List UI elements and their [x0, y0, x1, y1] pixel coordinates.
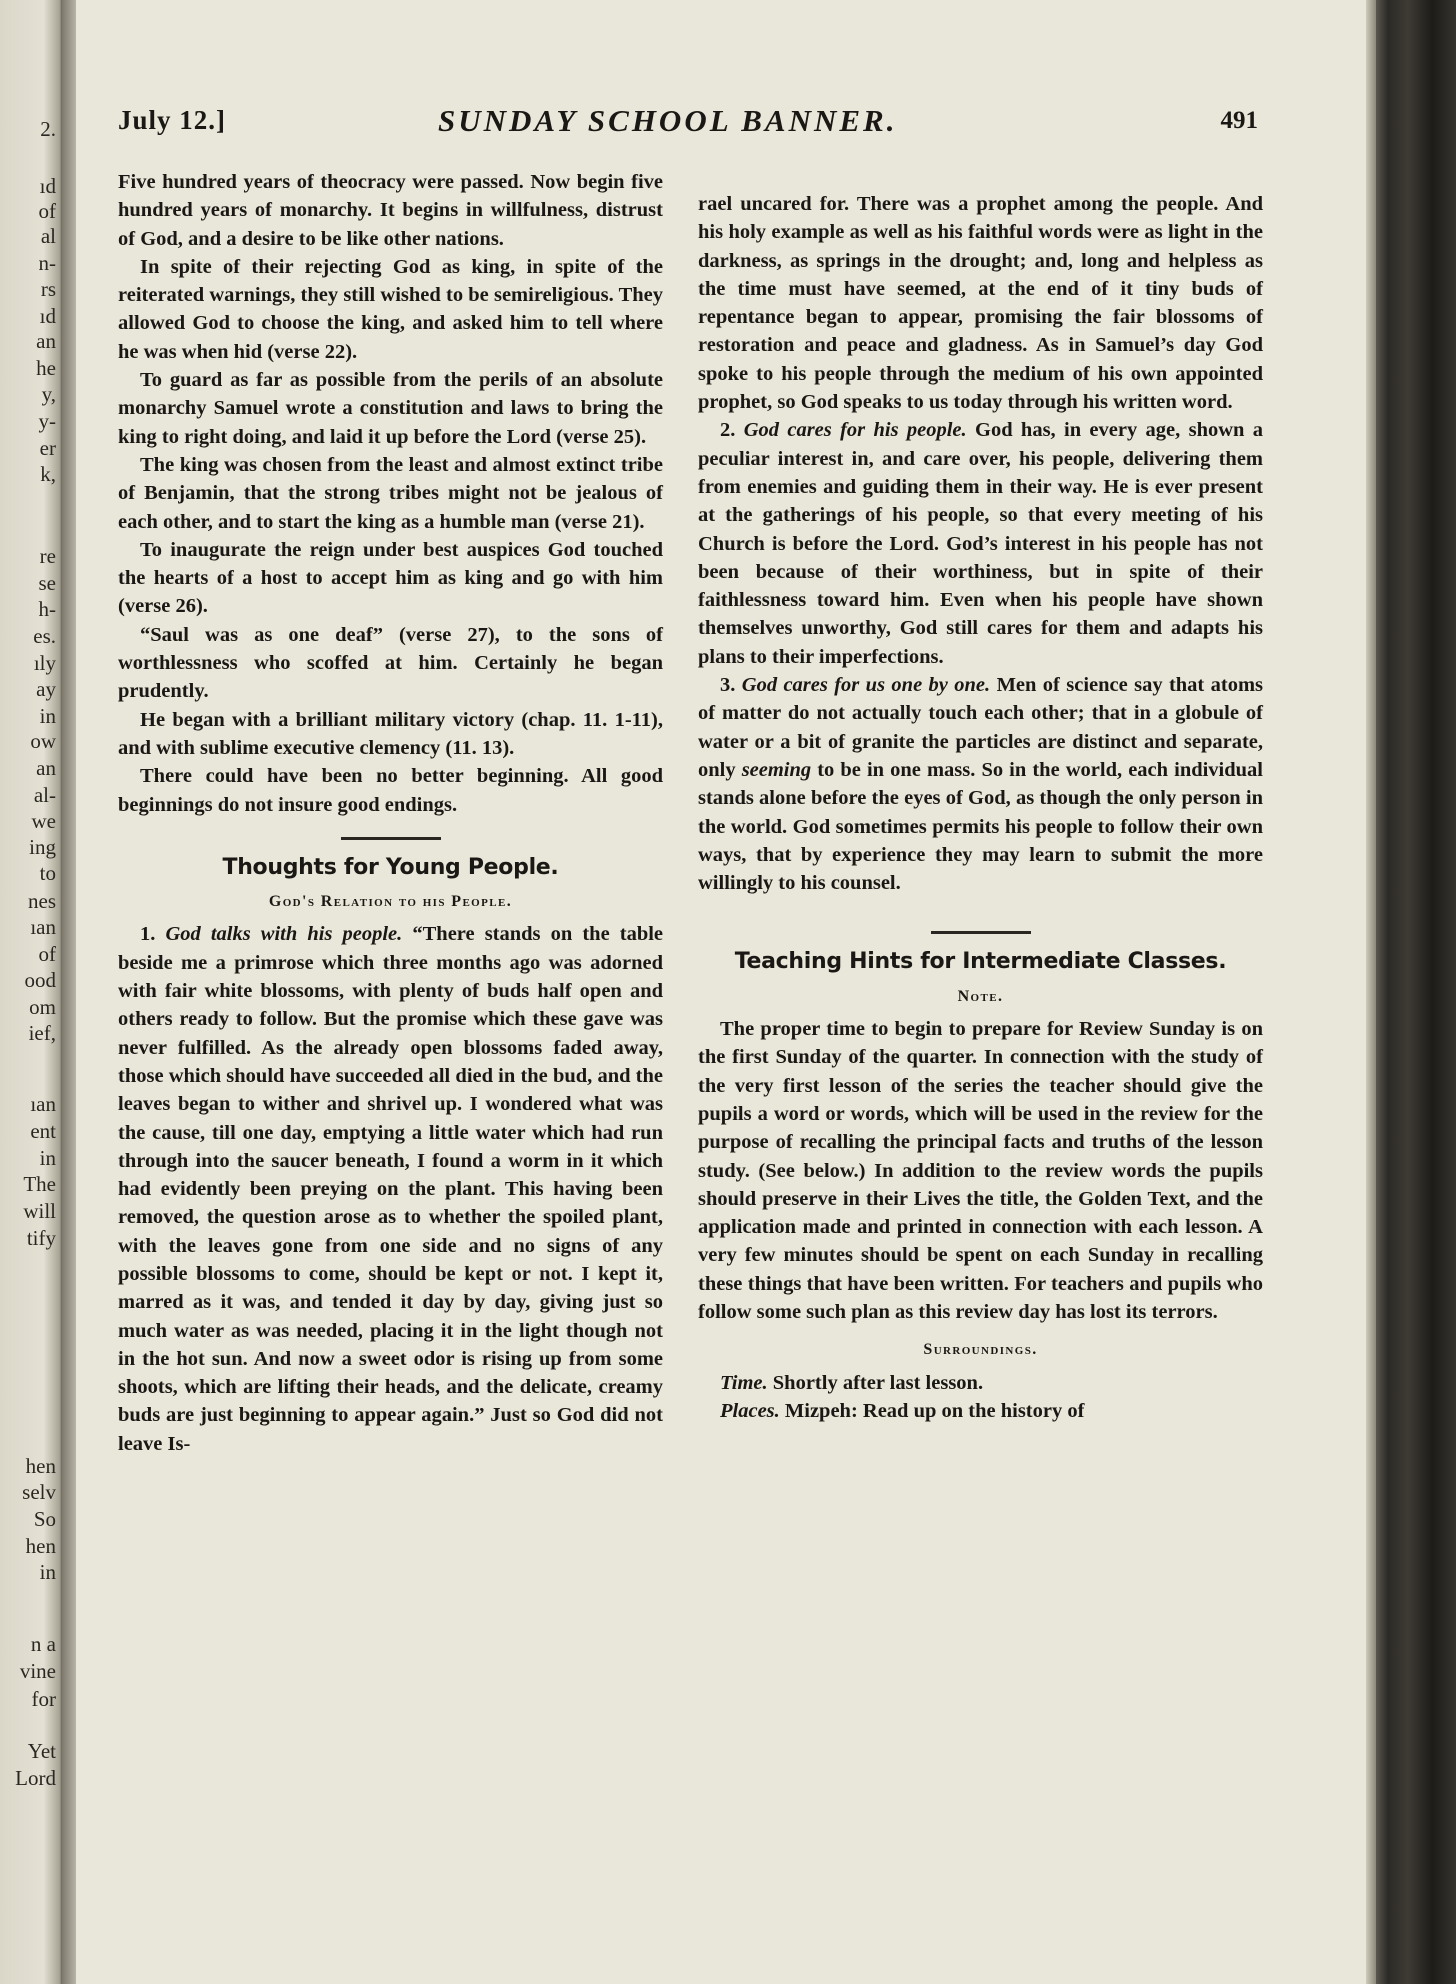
- point-text: to be in one mass. So in the world, each individual stands alone before the eyes of God, as though the only person in the world. God sometimes permits his people to follow their own ways, that by experience they may learn to submit the more willingly to his counsel.: [698, 758, 1264, 895]
- point-text: Men of science say that atoms of matter do not actually touch each other; that in a globule of water or a bit of granite the particles are distinct and separate, only: [698, 674, 1264, 781]
- section-divider: [931, 931, 1031, 934]
- facing-page-fragment: al: [40, 224, 56, 248]
- paragraph: There could have been no better beginning. All good beginnings do not insure good endings.: [118, 765, 663, 816]
- facing-page-fragment: an: [36, 756, 56, 780]
- facing-page-fragment: ent: [30, 1119, 56, 1143]
- page-gutter-shadow: [62, 0, 76, 1984]
- facing-page-fragment: ıd: [39, 174, 56, 198]
- paragraph: rael uncared for. There was a prophet among the people. And his holy example as well as his faithful words were as light in the darkness, as springs in the drought; and, long and helpless as the time must have seemed, at the end of it tiny buds of repentance began to appear, promising the fair blossoms of restoration and peace and gladness. As in Samuel’s day God spoke to his people through the medium of his own appointed prophet, so God speaks to us today through his written word.: [698, 193, 1263, 414]
- point-text: God has, in every age, shown a peculiar interest in, and care over, his people, delivering them from enemies and guiding them in their way. He is ever present at the gatherings of his people, so that every meeting of his Church is before the Lord. God’s interest in his people has not been because of their worthiness, but in spite of their faithlessness toward him. Even when his people have shown themselves unworthy, God still cares for them and adapts his plans to their imperfections.: [698, 419, 1264, 668]
- facing-page-fragment: ıd: [39, 304, 56, 328]
- facing-page-fragment: So: [33, 1507, 56, 1531]
- time-label: Time.: [720, 1371, 768, 1394]
- facing-page-fragment: ay: [36, 677, 56, 701]
- facing-page-fragment: to: [39, 861, 56, 885]
- point-number: 3.: [720, 674, 736, 697]
- facing-page-fragment: vine: [19, 1659, 56, 1683]
- facing-page-fragment: Lord: [15, 1766, 56, 1790]
- point-1: [118, 920, 663, 1458]
- facing-page-fragment: in: [39, 1146, 56, 1170]
- facing-page-fragment: The: [23, 1172, 56, 1196]
- note-head: Note.: [957, 987, 1004, 1005]
- right-column: [698, 190, 1263, 1425]
- facing-page-fragment: of: [38, 199, 56, 223]
- section-title: Thoughts for Young People.: [222, 854, 559, 880]
- book-spine: [1376, 0, 1456, 1984]
- facing-page-fragment: k,: [40, 462, 56, 486]
- page-number: 491: [1220, 107, 1258, 134]
- facing-page-fragment: ıan: [30, 915, 56, 939]
- note-paragraph: The proper time to begin to prepare for Review Sunday is on the first Sunday of the quarter. In connection with the study of the very first lesson of the series the teacher should give the pupils a word or words, which will be used in the review for the purpose of recalling the principal facts and truths of the lesson study. (See below.) In addition to the review words the pupils should preserve in their Lives the title, the Golden Text, and the application made and printed in connection with each lesson. A very few minutes should be spent on each Sunday in recalling these things that have been written. For teachers and pupils who follow some such plan as this review day has lost its terrors.: [698, 1018, 1263, 1323]
- facing-page-fragment: ief,: [28, 1021, 56, 1045]
- facing-page-fragment: for: [31, 1687, 56, 1711]
- places-label: Places.: [720, 1399, 780, 1422]
- time-text: Shortly after last lesson.: [772, 1371, 984, 1394]
- facing-page-fragment: al-: [33, 783, 56, 807]
- paragraph: To inaugurate the reign under best auspices God touched the hearts of a host to accept him as king and go with him (verse 26).: [118, 538, 663, 618]
- facing-page-fragment: ow: [30, 729, 56, 753]
- facing-page-fragment: nes: [28, 889, 56, 913]
- facing-page-edge: [0, 0, 62, 1984]
- facing-page-fragment: n a: [30, 1632, 56, 1656]
- facing-page-fragment: we: [31, 809, 56, 833]
- places-text: Mizpeh: Read up on the history of: [784, 1399, 1085, 1422]
- paragraph: He began with a brilliant military victory (chap. 11. 1-11), and with sublime executive clemency (11. 13).: [118, 708, 663, 759]
- facing-page-fragment: in: [39, 704, 56, 728]
- facing-page-fragment: will: [23, 1199, 56, 1223]
- facing-page-fragment: es.: [33, 624, 56, 648]
- point-label: God cares for his people.: [743, 419, 967, 442]
- facing-page-fragment: ıan: [30, 1092, 56, 1116]
- section-divider: [341, 837, 441, 840]
- facing-page-fragment: hen: [25, 1534, 56, 1558]
- point-label: God talks with his people.: [165, 923, 403, 946]
- facing-page-fragment: er: [39, 436, 56, 460]
- facing-page-fragment: selv: [22, 1480, 56, 1504]
- facing-page-fragment: n-: [38, 251, 56, 275]
- paragraph: “Saul was as one deaf” (verse 27), to the sons of worthlessness who scoffed at him. Certainly he began prudently.: [118, 623, 663, 703]
- page-edge: [1366, 0, 1376, 1984]
- point-number: 2.: [720, 419, 736, 442]
- surroundings-head: Surroundings.: [923, 1341, 1038, 1359]
- point-2: [698, 416, 1263, 671]
- facing-page-fragment: re: [39, 544, 56, 568]
- facing-page-fragment: ing: [29, 835, 56, 859]
- facing-page-fragment: of: [38, 942, 56, 966]
- paragraph: Five hundred years of theocracy were passed. Now begin five hundred years of monarchy. It begins in willfulness, distrust of God, and a desire to be like other nations.: [118, 171, 663, 250]
- section-title: Teaching Hints for Intermediate Classes.: [734, 949, 1227, 975]
- left-column: [118, 168, 663, 1458]
- facing-page-fragment: 2.: [40, 117, 56, 141]
- facing-page-fragment: h-: [38, 597, 56, 621]
- facing-page-fragment: an: [36, 329, 56, 353]
- facing-page-fragment: hen: [25, 1454, 56, 1478]
- paragraph: In spite of their rejecting God as king, in spite of the reiterated warnings, they still wished to be semireligious. They allowed God to choose the king, and asked him to tell where he was when hid (verse 22).: [118, 255, 663, 363]
- running-header: [118, 105, 1258, 145]
- facing-page-fragment: ood: [24, 968, 56, 992]
- places-line: [698, 1397, 1263, 1425]
- facing-page-fragment: he: [36, 356, 56, 380]
- emphasis: seeming: [741, 758, 812, 781]
- facing-page-fragment: Yet: [27, 1739, 56, 1763]
- facing-page-fragment: y,: [41, 382, 56, 406]
- facing-page-fragment: rs: [40, 277, 56, 301]
- point-text: “There stands on the table beside me a primrose which three months ago was adorned with fair white blossoms, with plenty of buds half open and others ready to follow. But the promise which these gave was never fulfilled. As the already open blossoms faded away, those which should have succeeded all died in the bud, and the leaves began to wither and shrivel up. I wondered what was the cause, till one day, emptying a little water which had run through into the saucer beneath, I found a worm in it which had evidently been preying on the plant. This having been removed, the question arose as to whether the spoiled plant, with the leaves gone from one side and no signs of any possible blossoms to come, should be kept or not. I kept it, marred as it was, and tended it day by day, giving just so much water as was needed, placing it in the light though not in the hot sun. And now a sweet odor is rising up from some shoots, which are lifting their heads, and the delicate, creamy buds are just beginning to appear again.” Just so God did not leave Is-: [118, 923, 664, 1455]
- point-label: God cares for us one by one.: [741, 674, 991, 697]
- section-subhead: God's Relation to his People.: [268, 893, 513, 911]
- paragraph: The king was chosen from the least and almost extinct tribe of Benjamin, that the strong tribes might not be jealous of each other, and to start the king as a humble man (verse 21).: [118, 453, 663, 533]
- running-title: SUNDAY SCHOOL BANNER.: [438, 103, 898, 138]
- facing-page-fragment: ıly: [33, 651, 56, 675]
- paragraph: To guard as far as possible from the perils of an absolute monarchy Samuel wrote a constitution and laws to bring the king to right doing, and laid it up before the Lord (verse 25).: [118, 369, 663, 448]
- point-number: 1.: [140, 923, 156, 946]
- point-3: [698, 671, 1263, 897]
- facing-page-fragment: se: [38, 571, 56, 595]
- facing-page-fragment: in: [39, 1560, 56, 1584]
- facing-page-fragment: y-: [38, 409, 56, 433]
- running-date: July 12.]: [118, 105, 227, 135]
- facing-page-fragment: om: [29, 995, 56, 1019]
- time-line: [698, 1369, 1263, 1397]
- facing-page-fragment: tify: [26, 1226, 56, 1250]
